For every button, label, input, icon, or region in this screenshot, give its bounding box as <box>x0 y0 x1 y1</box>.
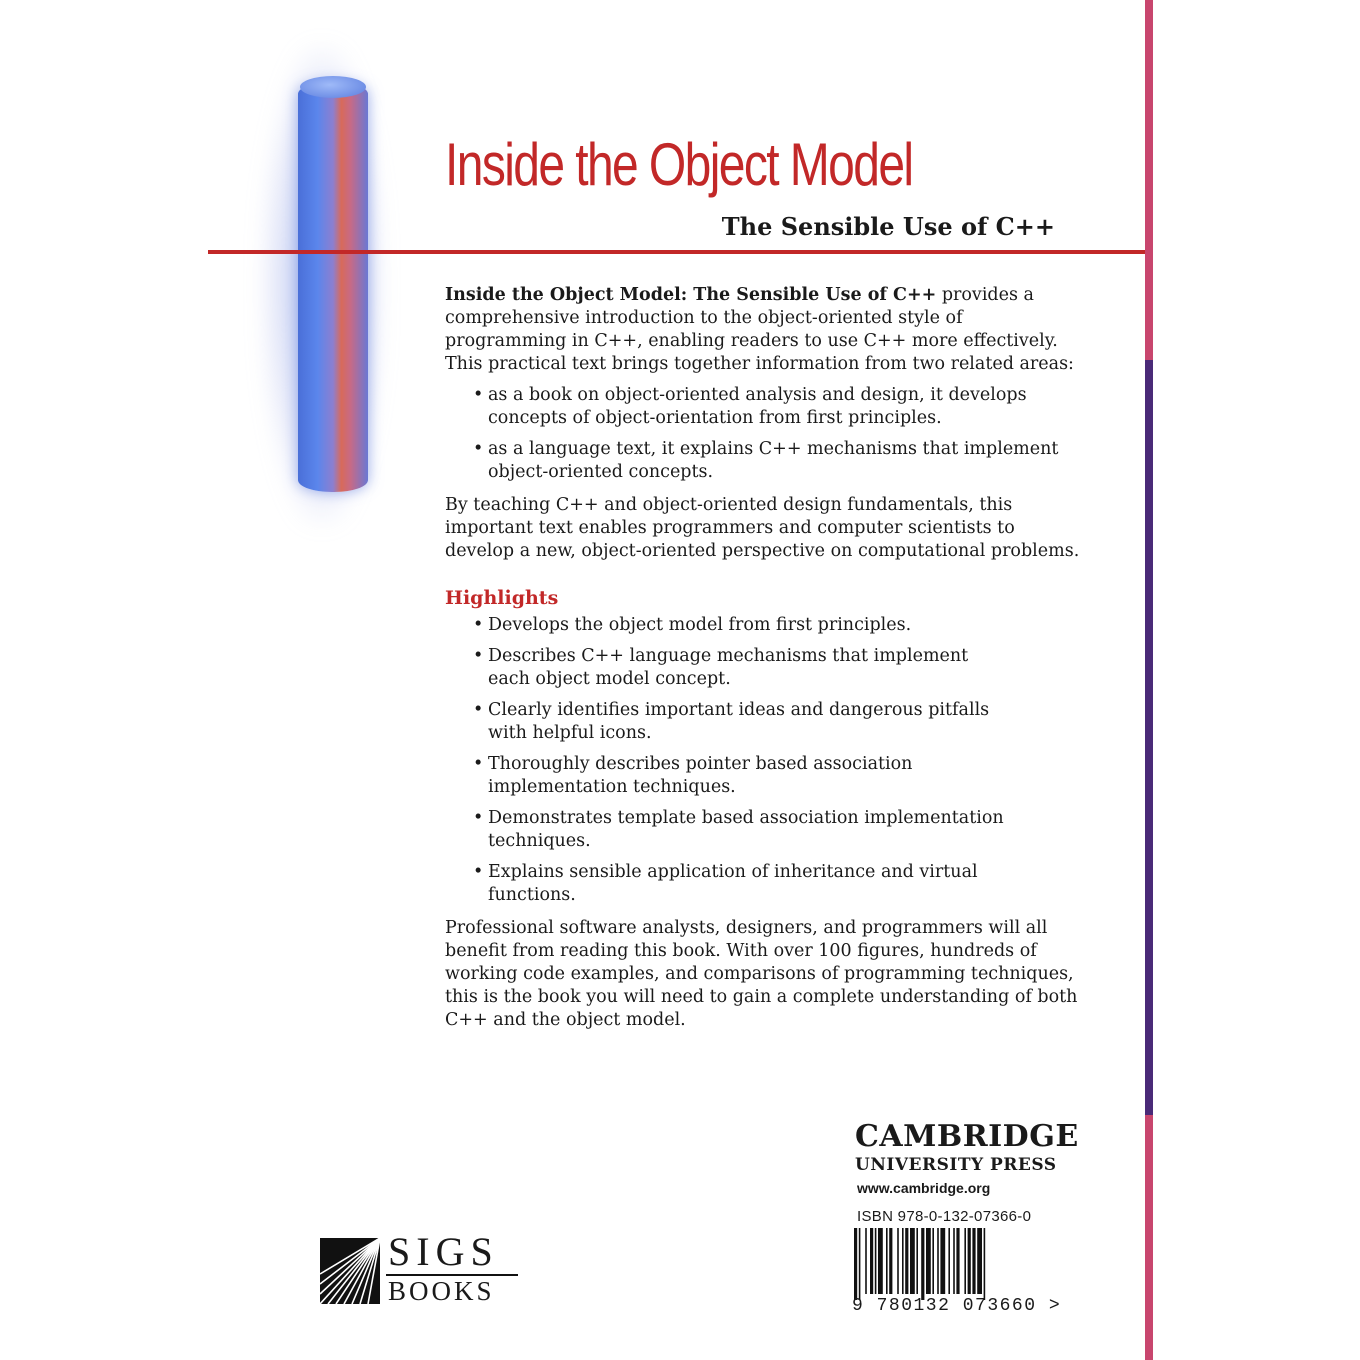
spine-strip-bottom <box>1145 1115 1153 1360</box>
barcode-bar <box>902 1228 904 1294</box>
spine-strip-top <box>1145 0 1153 360</box>
intro-paragraph <box>445 284 1085 376</box>
intro-bold: Inside the Object Model: The Sensible Use of C++ <box>445 285 937 305</box>
cylinder-illustration <box>298 82 368 492</box>
barcode-bar <box>956 1228 959 1294</box>
cylinder-top <box>300 76 366 98</box>
book-subtitle: The Sensible Use of C++ <box>721 212 1055 241</box>
barcode-bar <box>910 1228 915 1294</box>
barcode-bar <box>897 1228 899 1294</box>
barcode-bar <box>916 1228 918 1294</box>
imprint-line-1: SIGS <box>388 1229 499 1274</box>
barcode-bar <box>968 1228 971 1294</box>
spine-strip-middle <box>1145 360 1153 1115</box>
barcode-bar <box>977 1228 982 1294</box>
paragraph-2: By teaching C++ and object-oriented design fundamentals, this important text enables programmers and computer scientists to develop a new, object-oriented perspective on computational problems. <box>445 495 1080 561</box>
imprint-line-2: BOOKS <box>388 1276 495 1306</box>
barcode-bar <box>972 1228 975 1294</box>
blurb <box>445 284 1085 1032</box>
barcode-bar <box>854 1228 857 1300</box>
barcode-bar <box>921 1228 924 1300</box>
book-title: Inside the Object Model <box>445 131 913 198</box>
highlight-item: • Demonstrates template based association implementation techniques. <box>445 807 1008 853</box>
barcode-bar <box>940 1228 945 1294</box>
closing-paragraph: Professional software analysts, designers, and programmers will all benefit from reading this book. With over 100 figures, hundreds of working code examples, and comparisons of programming techniques, this is the book you will need to gain a complete understanding of both C++ and the object model. <box>445 918 1078 1030</box>
highlight-item: • Explains sensible application of inheritance and virtual functions. <box>445 861 1008 907</box>
intro-rest: provides a comprehensive introduction to the object-oriented style of programming in C++, enabling readers to use C++ more effectively. This practical text brings together information from two related areas: <box>445 285 1074 374</box>
intro-bullet: • as a book on object-oriented analysis and design, it develops concepts of object-orientation from first principles. <box>445 384 1085 430</box>
barcode-bar <box>948 1228 950 1294</box>
barcode-bar <box>932 1228 934 1294</box>
barcode-bar <box>878 1228 883 1294</box>
title-rule <box>208 250 1145 254</box>
barcode-bar <box>926 1228 931 1294</box>
barcode-bar <box>865 1228 867 1294</box>
barcode-bar <box>964 1228 966 1294</box>
sigs-logo-icon <box>320 1238 380 1304</box>
barcode-bar <box>905 1228 908 1294</box>
barcode-bar <box>875 1228 877 1294</box>
highlight-item: • Clearly identifies important ideas and dangerous pitfalls with helpful icons. <box>445 699 1008 745</box>
publisher-url: www.cambridge.org <box>857 1180 991 1196</box>
highlight-item: • Thoroughly describes pointer based association implementation techniques. <box>445 753 1008 799</box>
intro-bullet: • as a language text, it explains C++ mechanisms that implement object-oriented concepts. <box>445 438 1085 484</box>
isbn-label: ISBN 978-0-132-07366-0 <box>857 1208 1032 1225</box>
publisher-name: CAMBRIDGE <box>855 1119 1079 1154</box>
barcode-bar <box>984 1228 986 1300</box>
barcode-bar <box>859 1228 861 1300</box>
barcode-digits: 9 780132 073660 > <box>852 1296 1062 1316</box>
barcode-bar <box>886 1228 888 1294</box>
barcode-icon <box>850 1228 1065 1303</box>
barcode-bar <box>870 1228 873 1294</box>
highlight-item: • Describes C++ language mechanisms that implement each object model concept. <box>445 645 1008 691</box>
highlights-heading: Highlights <box>445 587 559 609</box>
barcode-bar <box>937 1228 939 1294</box>
barcode-bar <box>953 1228 955 1294</box>
highlights-list <box>445 614 1085 907</box>
highlight-item: • Develops the object model from first principles. <box>445 614 1008 637</box>
publisher-press: UNIVERSITY PRESS <box>855 1155 1057 1175</box>
intro-bullet-list <box>445 384 1085 484</box>
barcode-bar <box>889 1228 892 1294</box>
